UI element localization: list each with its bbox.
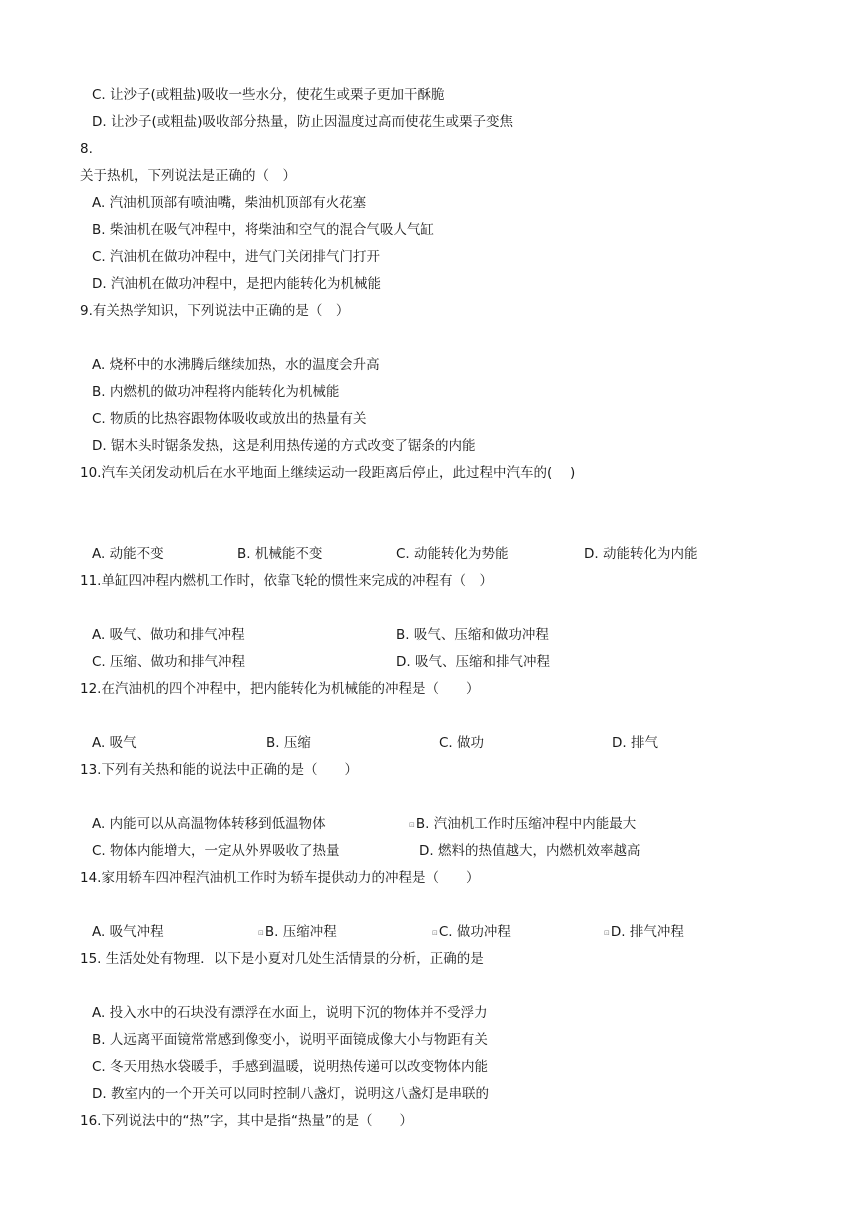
- q14-option-d: [604, 922, 684, 943]
- q9-option-b: B. 内燃机的做功冲程将内能转化为机械能: [92, 384, 340, 400]
- q15-option-b: B. 人远离平面镜常常感到像变小，说明平面镜成像大小与物距有关: [92, 1032, 488, 1048]
- q13-option-d: D. 燃料的热值越大，内燃机效率越高: [419, 843, 641, 859]
- q11-option-c: C. 压缩、做功和排气冲程: [92, 654, 246, 670]
- q8-option-a: A. 汽油机顶部有喷油嘴，柴油机顶部有火花塞: [92, 195, 367, 211]
- q14-option-c-text: C. 做功冲程: [438, 924, 511, 940]
- anchor-marker-icon: ⊡: [409, 821, 415, 829]
- q13-stem: 13.下列有关热和能的说法中正确的是（ ）: [80, 762, 358, 778]
- q15-stem: 15. 生活处处有物理．以下是小夏对几处生活情景的分析，正确的是: [80, 951, 484, 967]
- q12-stem: 12.在汽油机的四个冲程中，把内能转化为机械能的冲程是（ ）: [80, 681, 480, 697]
- q8-stem: 关于热机，下列说法是正确的（ ）: [80, 168, 296, 184]
- q16-stem: 16.下列说法中的“热”字，其中是指“热量”的是（ ）: [80, 1113, 413, 1129]
- q8-option-d: D. 汽油机在做功冲程中，是把内能转化为机械能: [92, 276, 381, 292]
- q8-option-b: B. 柴油机在吸气冲程中，将柴油和空气的混合气吸人气缸: [92, 222, 434, 238]
- q8-option-c: C. 汽油机在做功冲程中，进气门关闭排气门打开: [92, 249, 381, 265]
- anchor-marker-icon: ⊡: [432, 929, 438, 937]
- q11-stem: 11.单缸四冲程内燃机工作时，依靠飞轮的惯性来完成的冲程有（ ）: [80, 573, 493, 589]
- q8-number: 8.: [80, 141, 93, 157]
- q15-option-a: A. 投入水中的石块没有漂浮在水面上，说明下沉的物体并不受浮力: [92, 1005, 488, 1021]
- q9-option-d: D. 锯木头时锯条发热，这是利用热传递的方式改变了锯条的内能: [92, 438, 476, 454]
- q12-option-b: B. 压缩: [266, 735, 311, 751]
- q13-option-c: C. 物体内能增大，一定从外界吸收了热量: [92, 843, 340, 859]
- q13-option-b-text: B. 汽油机工作时压缩冲程中内能最大: [415, 816, 637, 832]
- q12-option-a: A. 吸气: [92, 735, 137, 751]
- q14-option-d-text: D. 排气冲程: [610, 924, 684, 940]
- q14-option-b-text: B. 压缩冲程: [264, 924, 337, 940]
- q12-option-c: C. 做功: [439, 735, 485, 751]
- q7-option-c: C. 让沙子(或粗盐)吸收一些水分，使花生或栗子更加干酥脆: [92, 87, 445, 103]
- q9-option-a: A. 烧杯中的水沸腾后继续加热，水的温度会升高: [92, 357, 380, 373]
- q13-option-b: [409, 814, 636, 835]
- q11-option-d: D. 吸气、压缩和排气冲程: [396, 654, 550, 670]
- q9-stem: 9.有关热学知识，下列说法中正确的是（ ）: [80, 303, 350, 319]
- q10-option-b: B. 机械能不变: [237, 546, 323, 562]
- q15-option-c: C. 冬天用热水袋暖手，手感到温暖，说明热传递可以改变物体内能: [92, 1059, 489, 1075]
- q9-option-c: C. 物质的比热容跟物体吸收或放出的热量有关: [92, 411, 367, 427]
- q10-option-a: A. 动能不变: [92, 546, 164, 562]
- q12-option-d: D. 排气: [612, 735, 658, 751]
- q14-option-a: A. 吸气冲程: [92, 924, 164, 940]
- anchor-marker-icon: ⊡: [258, 929, 264, 937]
- q10-stem: 10.汽车关闭发动机后在水平地面上继续运动一段距离后停止，此过程中汽车的( ): [80, 465, 576, 481]
- anchor-marker-icon: ⊡: [604, 929, 610, 937]
- q7-option-d: D. 让沙子(或粗盐)吸收部分热量，防止因温度过高而使花生或栗子变焦: [92, 114, 514, 130]
- q13-option-a: A. 内能可以从高温物体转移到低温物体: [92, 816, 326, 832]
- q14-option-b: [258, 922, 337, 943]
- q10-option-c: C. 动能转化为势能: [396, 546, 509, 562]
- q11-option-a: A. 吸气、做功和排气冲程: [92, 627, 245, 643]
- q11-option-b: B. 吸气、压缩和做功冲程: [396, 627, 549, 643]
- q10-option-d: D. 动能转化为内能: [584, 546, 698, 562]
- q14-stem: 14.家用轿车四冲程汽油机工作时为轿车提供动力的冲程是（ ）: [80, 870, 480, 886]
- q14-option-c: [432, 922, 511, 943]
- q15-option-d: D. 教室内的一个开关可以同时控制八盏灯，说明这八盏灯是串联的: [92, 1086, 489, 1102]
